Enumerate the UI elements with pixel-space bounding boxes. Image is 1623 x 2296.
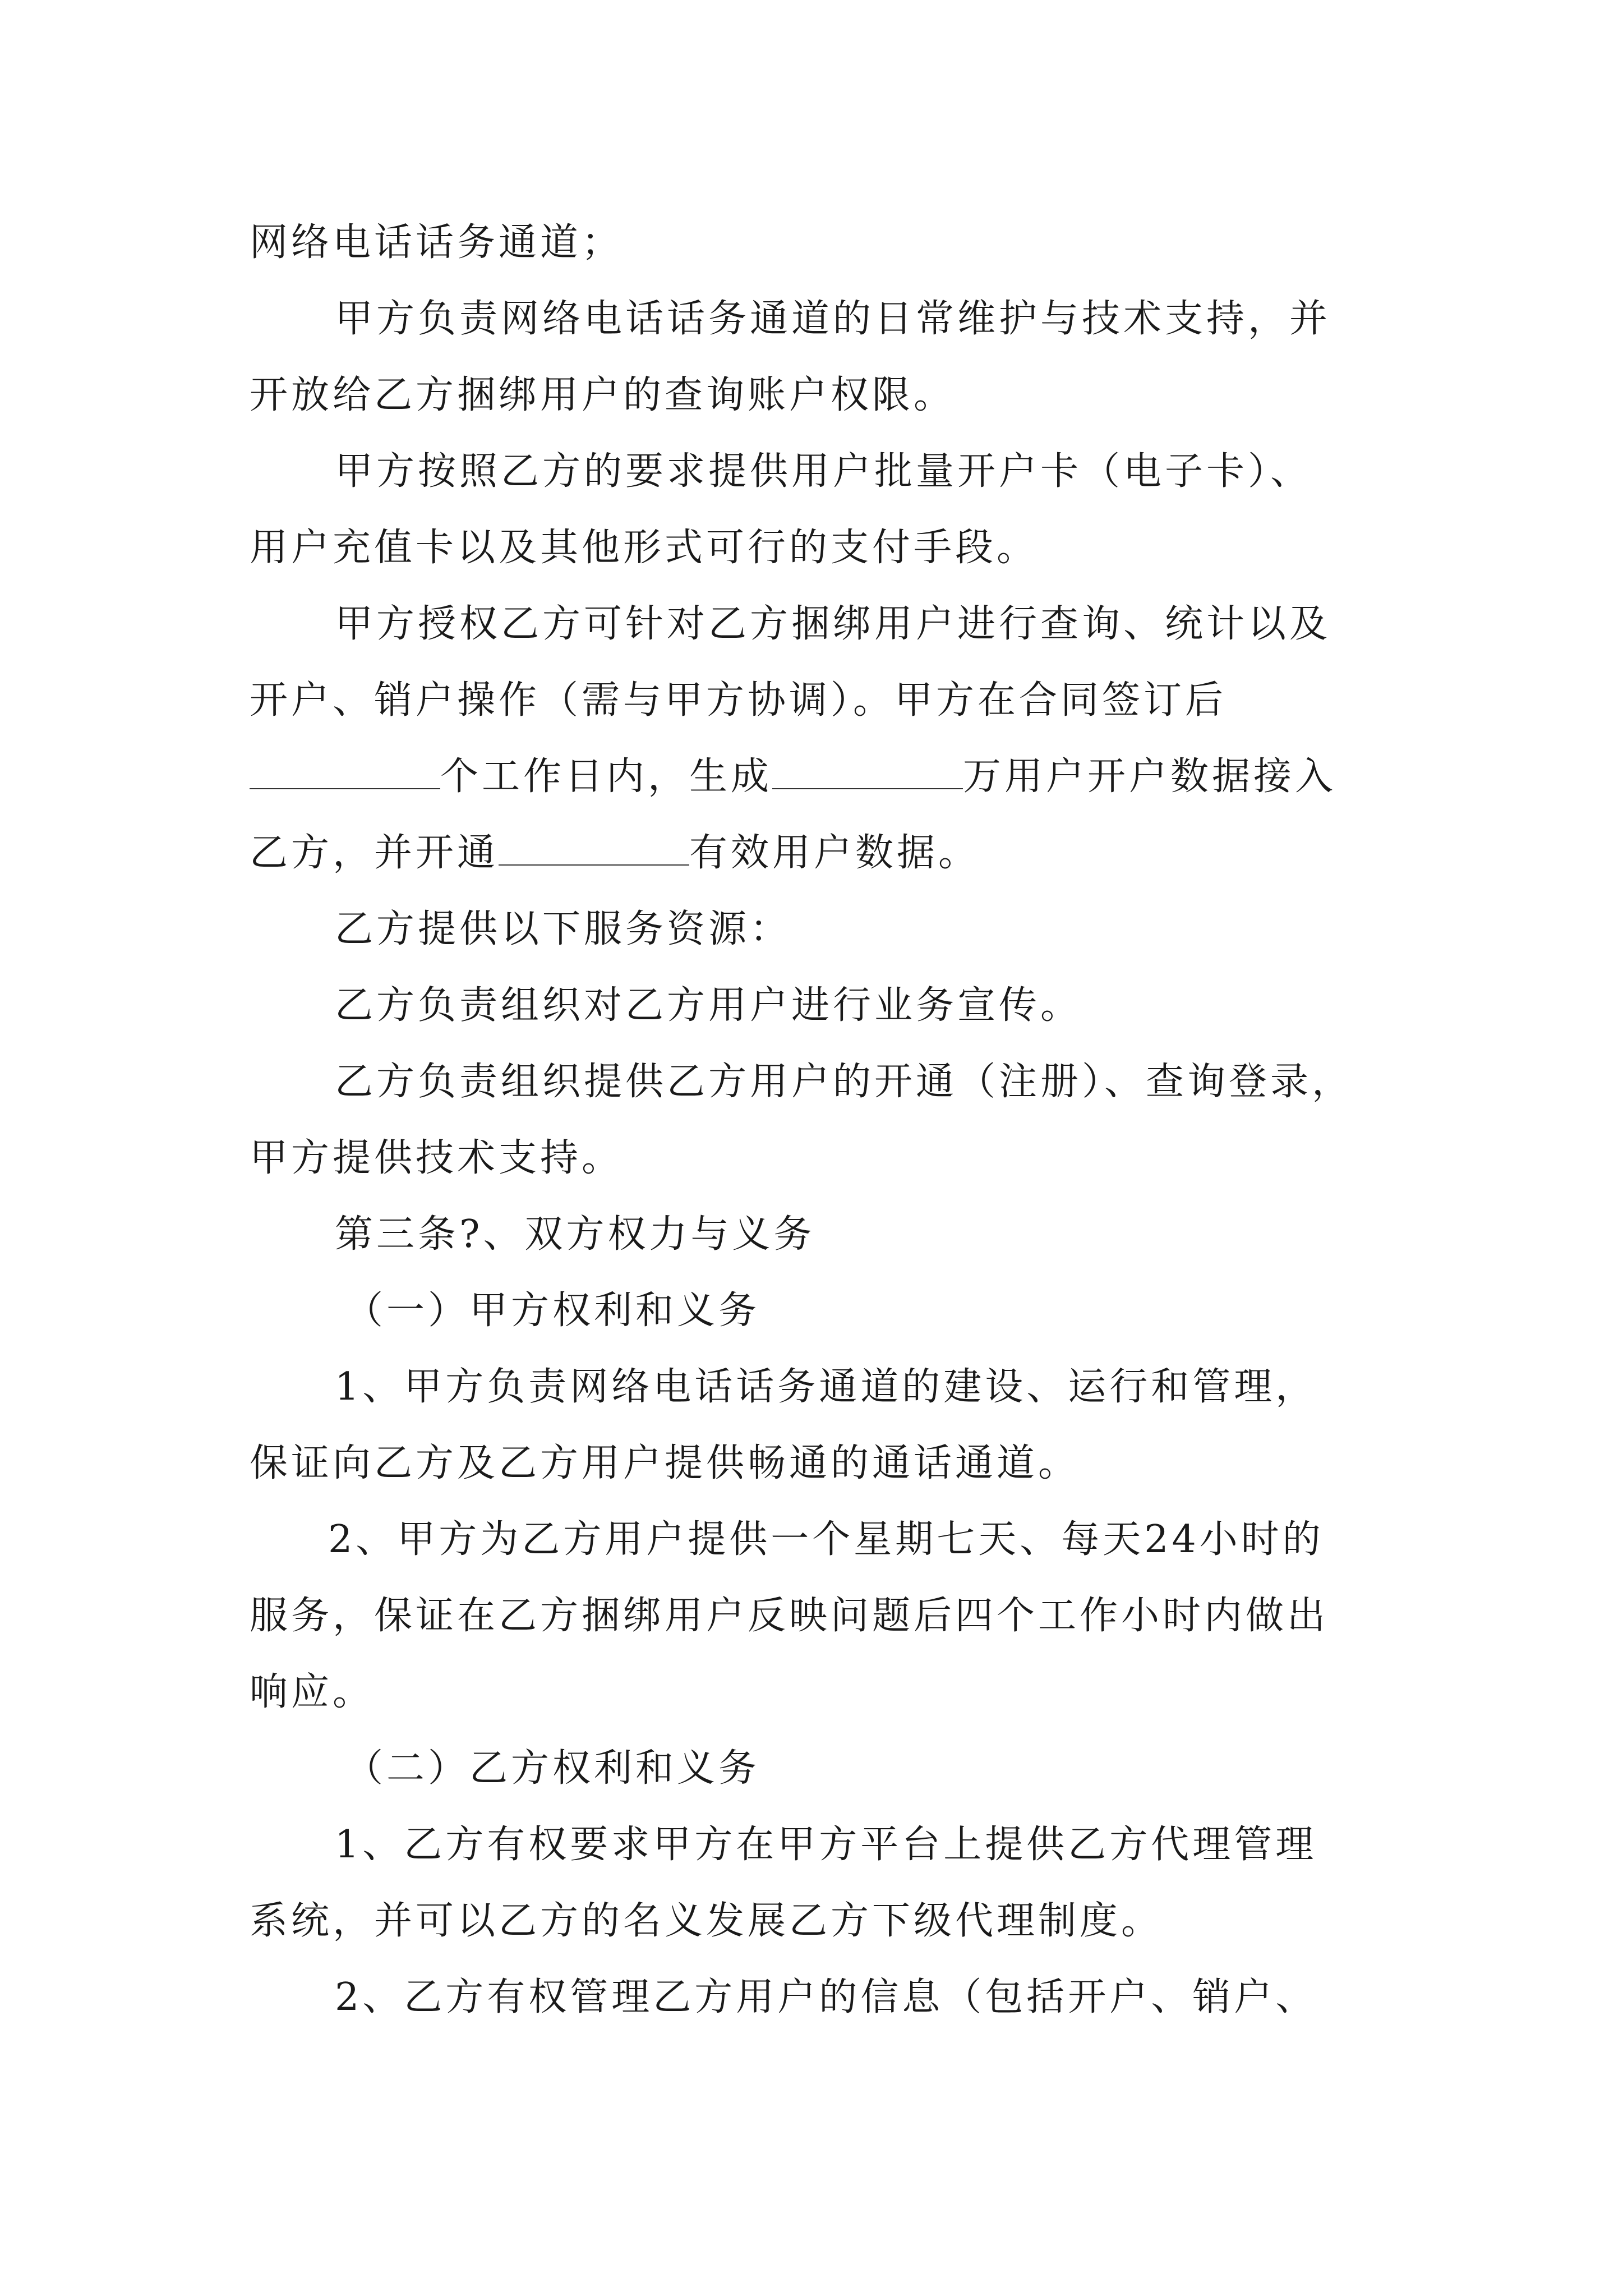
paragraph-line-with-blanks (250, 739, 1388, 815)
paragraph-line: 乙方负责组织提供乙方用户的开通（注册）、查询登录， (335, 1060, 1354, 1104)
fill-in-blank (250, 786, 440, 789)
paragraph-line: 1、甲方负责网络电话话务通道的建设、运行和管理， (335, 1365, 1317, 1409)
section-heading: 第三条?、双方权力与义务 (335, 1212, 815, 1257)
paragraph-line: 开放给乙方捆绑用户的查询账户权限。 (250, 373, 956, 417)
line-segment: 万用户开户数据接入 (963, 754, 1337, 799)
document-body (250, 205, 1388, 2036)
paragraph-line: 保证向乙方及乙方用户提供畅通的通话通道。 (250, 1441, 1080, 1485)
paragraph-line: 甲方按照乙方的要求提供用户批量开户卡（电子卡）、 (335, 449, 1312, 494)
paragraph-line: 服务，保证在乙方捆绑用户反映问题后四个工作小时内做出 (250, 1594, 1329, 1638)
fill-in-blank (772, 786, 963, 789)
paragraph-line: 甲方负责网络电话话务通道的日常维护与技术支持，并 (335, 297, 1331, 341)
paragraph-line-with-blanks (250, 815, 1388, 891)
subsection-heading: （一）甲方权利和义务 (345, 1289, 760, 1333)
paragraph-line: 2、乙方有权管理乙方用户的信息（包括开户、销户、 (335, 1975, 1317, 2019)
paragraph-line: 甲方提供技术支持。 (250, 1136, 624, 1180)
line-segment: 乙方，并开通 (250, 831, 499, 875)
paragraph-line: 系统，并可以乙方的名义发展乙方下级代理制度。 (250, 1899, 1163, 1943)
paragraph-line: 响应。 (250, 1670, 375, 1714)
paragraph-line: 用户充值卡以及其他形式可行的支付手段。 (250, 526, 1039, 570)
paragraph-line: 2、甲方为乙方用户提供一个星期七天、每天24小时的 (328, 1517, 1324, 1562)
paragraph-line: 开户、销户操作（需与甲方协调）。甲方在合同签订后 (250, 678, 1227, 723)
line-segment: 有效用户数据。 (689, 831, 980, 875)
subsection-heading: （二）乙方权利和义务 (345, 1746, 760, 1791)
fill-in-blank (499, 862, 689, 866)
line-segment: 个工作日内，生成 (440, 754, 773, 799)
paragraph-line: 乙方负责组织对乙方用户进行业务宣传。 (335, 983, 1082, 1028)
paragraph-line: 甲方授权乙方可针对乙方捆绑用户进行查询、统计以及 (335, 602, 1331, 646)
paragraph-line: 乙方提供以下服务资源： (335, 907, 792, 951)
paragraph-line: 网络电话话务通道； (250, 220, 624, 265)
paragraph-line: 1、乙方有权要求甲方在甲方平台上提供乙方代理管理 (335, 1823, 1317, 1867)
